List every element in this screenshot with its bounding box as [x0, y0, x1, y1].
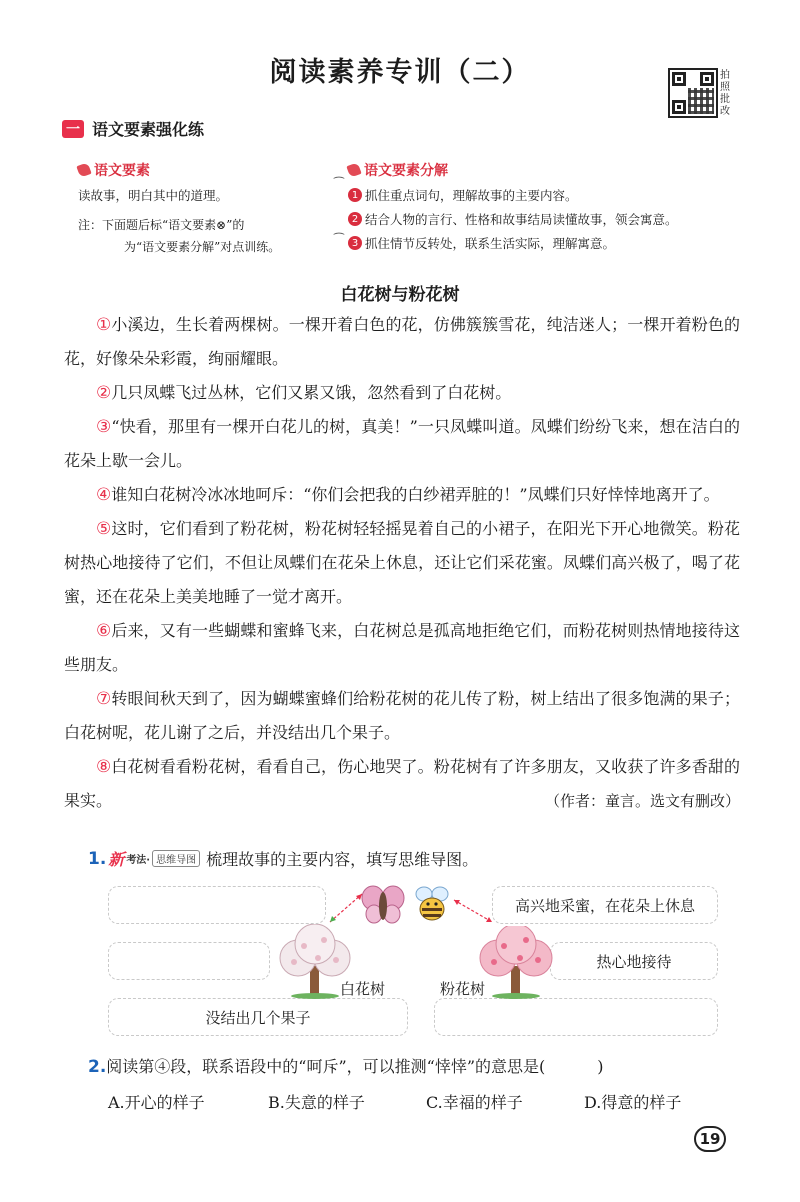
- paragraph-text: 这时，它们看到了粉花树，粉花树轻轻摇晃着自己的小裙子，在阳光下开心地微笑。粉花树热心地接待了它们，不但让凤蝶们在花朵上休息，还让它们采花蜜。凤蝶们高兴极了，喝了花蜜，还在花朵上美美地睡了一觉才离开。: [64, 519, 740, 606]
- story-title: 白花树与粉花树: [340, 285, 460, 305]
- story-paragraph: [64, 512, 740, 614]
- question-1: [88, 847, 478, 870]
- story-paragraph: [64, 478, 740, 512]
- breakdown-item: [348, 186, 738, 204]
- section-title: 语文要素强化练: [92, 120, 205, 139]
- answer-box-pink-1[interactable]: 高兴地采蜜，在花朵上休息: [492, 886, 718, 924]
- breakdown-item: [348, 234, 738, 252]
- story-paragraph: [64, 376, 740, 410]
- story-paragraph: [64, 410, 740, 478]
- pink-tree-label: 粉花树: [440, 980, 486, 998]
- paragraph-text: 白花树看看粉花树，看看自己，伤心地哭了。粉花树有了许多朋友，又收获了许多香甜的果实。: [64, 757, 740, 810]
- breakdown-heading: [348, 160, 738, 180]
- qr-label-char: 批: [720, 94, 730, 105]
- qr-label-char: 改: [720, 106, 730, 117]
- paragraph-text: 转眼间秋天到了，因为蝴蝶蜜蜂们给粉花树的花儿传了粉，树上结出了很多饱满的果子；白花树呢，花儿谢了之后，并没结出几个果子。: [64, 689, 740, 742]
- bee-icon: [412, 884, 452, 924]
- story-author: （作者：童言。选文有删改）: [544, 792, 740, 810]
- page-number: 19: [694, 1126, 726, 1152]
- paragraph-number: ①: [96, 315, 112, 335]
- question-text-close: ): [597, 1057, 604, 1076]
- question-2: [88, 1054, 604, 1077]
- story-paragraph: [64, 682, 740, 750]
- story-paragraph: [64, 308, 740, 376]
- story-paragraph: [64, 750, 740, 818]
- pencil-icon: [346, 162, 361, 177]
- paragraph-number: ⑧: [96, 757, 112, 777]
- number-badge: 2: [348, 212, 362, 226]
- qr-label-char: 拍: [720, 70, 730, 81]
- qr-finder: [672, 72, 686, 86]
- breakdown-box: [348, 160, 738, 258]
- pink-tree-icon: [474, 926, 558, 1000]
- answer-box-white-1[interactable]: [108, 886, 326, 924]
- mindmap-tag: 思维导图: [152, 850, 200, 867]
- white-tree-label: 白花树: [340, 980, 386, 998]
- story-body: [64, 308, 740, 818]
- breakdown-heading-text: 语文要素分解: [364, 163, 448, 179]
- option-a[interactable]: A.开心的样子: [108, 1093, 205, 1112]
- page-title: 阅读素养专训（二）: [269, 57, 531, 88]
- question-number: 2.: [88, 1057, 107, 1077]
- paragraph-number: ④: [96, 485, 112, 505]
- number-badge: 3: [348, 236, 362, 250]
- arrow-icon: [326, 890, 366, 926]
- question-text: 梳理故事的主要内容，填写思维导图。: [206, 850, 479, 869]
- answer-box-white-3[interactable]: 没结出几个果子: [108, 998, 408, 1036]
- element-requirement: 读故事，明白其中的道理。: [78, 188, 229, 203]
- element-box: [78, 160, 328, 258]
- option-c[interactable]: C.幸福的样子: [426, 1093, 523, 1112]
- qr-label-char: 照: [720, 82, 730, 93]
- link-icon: ⁀: [334, 177, 344, 191]
- breakdown-item-text: 结合人物的言行、性格和故事结局读懂故事，领会寓意。: [365, 212, 678, 227]
- paragraph-text: 小溪边，生长着两棵树。一棵开着白色的花，仿佛簇簇雪花，纯洁迷人；一棵开着粉色的花，好像朵朵彩霞，绚丽耀眼。: [64, 315, 740, 368]
- section-header: [62, 117, 204, 140]
- breakdown-item-text: 抓住重点词句，理解故事的主要内容。: [365, 188, 578, 203]
- paragraph-number: ⑥: [96, 621, 112, 641]
- butterfly-icon: [360, 884, 406, 926]
- section-number: 一: [62, 120, 84, 138]
- answer-box-white-2[interactable]: [108, 942, 270, 980]
- method-badge: 考法·: [126, 855, 151, 866]
- element-note-line: 为“语文要素分解”对点训练。: [124, 240, 281, 254]
- story-paragraph: [64, 614, 740, 682]
- qr-label: [720, 70, 734, 118]
- number-badge: 1: [348, 188, 362, 202]
- answer-box-pink-2[interactable]: 热心地接待: [550, 942, 718, 980]
- element-heading: [78, 160, 328, 180]
- question-text: 阅读第④段，联系语段中的“呵斥”，可以推测“悻悻”的意思是(: [106, 1057, 546, 1076]
- element-heading-text: 语文要素: [94, 163, 150, 179]
- question-number: 1.: [88, 848, 107, 869]
- paragraph-number: ⑤: [96, 519, 112, 539]
- qr-pattern: [688, 88, 714, 114]
- paragraph-number: ⑦: [96, 689, 112, 709]
- new-badge: 新: [108, 850, 125, 869]
- option-b[interactable]: B.失意的样子: [268, 1093, 365, 1112]
- element-note: [78, 214, 328, 258]
- link-icon: ⁀: [334, 233, 344, 247]
- paragraph-text: 几只凤蝶飞过丛林，它们又累又饿，忽然看到了白花树。: [111, 383, 512, 402]
- arrow-icon: [450, 896, 496, 926]
- pencil-icon: [76, 162, 91, 177]
- qr-finder: [700, 72, 714, 86]
- paragraph-number: ③: [96, 417, 112, 437]
- element-note-line: 注：下面题后标“语文要素⊗”的: [78, 218, 245, 232]
- qr-finder: [672, 100, 686, 114]
- answer-box-pink-3[interactable]: [434, 998, 718, 1036]
- paragraph-text: 后来，又有一些蝴蝶和蜜蜂飞来，白花树总是孤高地拒绝它们，而粉花树则热情地接待这些朋友。: [64, 621, 740, 674]
- paragraph-text: “快看，那里有一棵开白花儿的树，真美！”一只凤蝶叫道。凤蝶们纷纷飞来，想在洁白的花朵上歇一会儿。: [64, 417, 740, 470]
- breakdown-item: [348, 210, 738, 228]
- paragraph-text: 谁知白花树冷冰冰地呵斥：“你们会把我的白纱裙弄脏的！”凤蝶们只好悻悻地离开了。: [111, 485, 720, 504]
- qr-code-icon[interactable]: [668, 68, 718, 118]
- paragraph-number: ②: [96, 383, 112, 403]
- breakdown-item-text: 抓住情节反转处，联系生活实际，理解寓意。: [365, 236, 616, 251]
- option-d[interactable]: D.得意的样子: [584, 1093, 682, 1112]
